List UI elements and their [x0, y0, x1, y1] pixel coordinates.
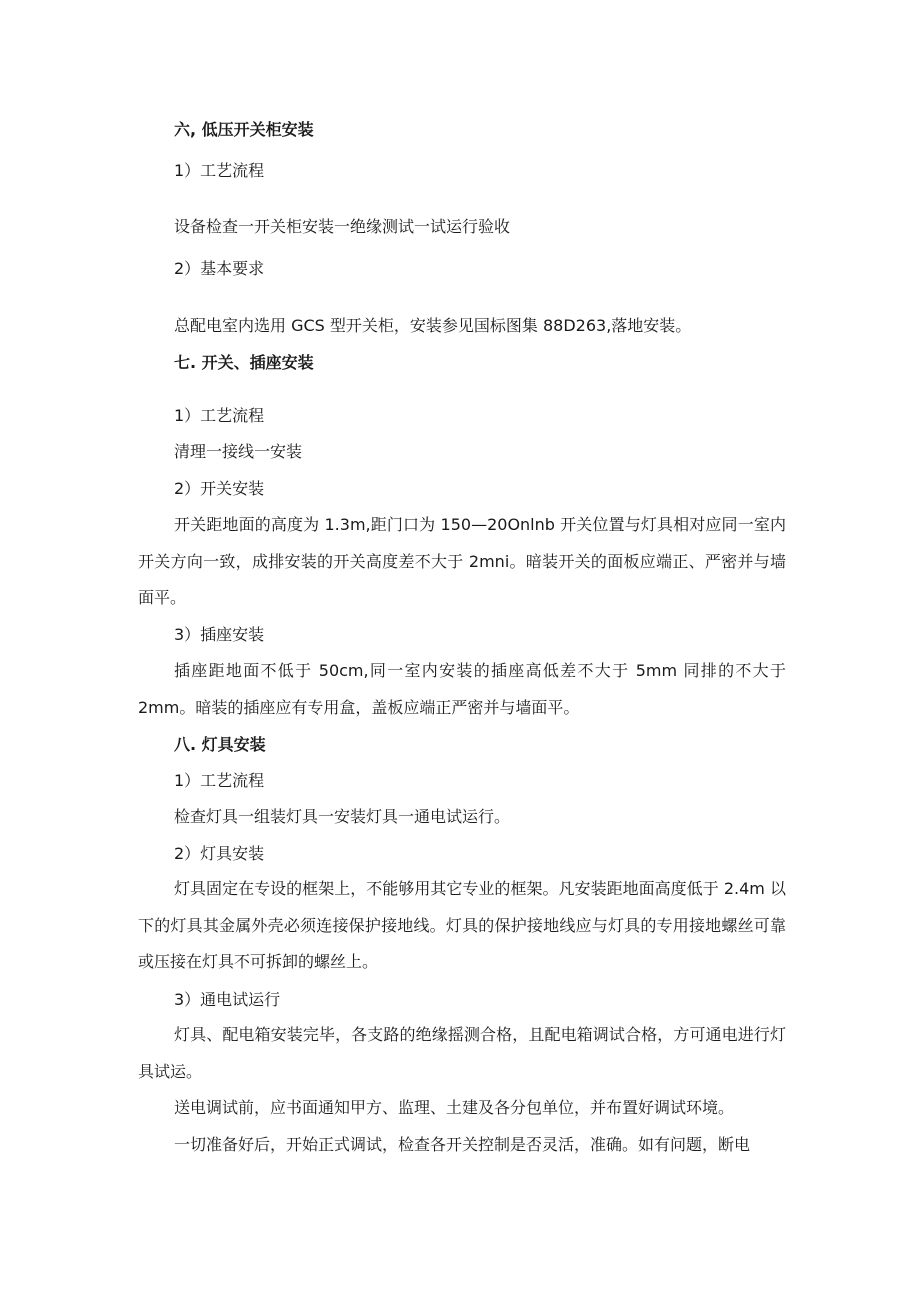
section-8-process-subheading: 1）工艺流程 — [174, 771, 265, 790]
section-7-socket-subheading: 3）插座安装 — [174, 625, 265, 644]
section-6-process-flow: 设备检查一开关柜安装一绝缘测试一试运行验收 — [174, 217, 511, 236]
section-7-process-flow: 清理一接线一安装 — [174, 442, 303, 461]
section-8-process-flow: 检查灯具一组装灯具一安装灯具一通电试运行。 — [174, 807, 511, 826]
section-8-trial-paragraph-2: 送电调试前，应书面通知甲方、监理、土建及各分包单位，并布置好调试环境。 — [174, 1098, 735, 1117]
section-8-fixture-paragraph: 灯具固定在专设的框架上，不能够用其它专业的框架。凡安装距地面高度低于 2.4m 以下的灯具其金属外壳必须连接保护接地线。灯具的保护接地线应与灯具的专用接地螺丝可靠或压接在灯具不可拆卸的螺丝上。 — [138, 879, 786, 971]
section-7-switch-subheading: 2）开关安装 — [174, 479, 265, 498]
section-8-trial-paragraph-3: 一切准备好后，开始正式调试，检查各开关控制是否灵活，准确。如有问题，断电 — [174, 1135, 751, 1154]
section-6-requirement-subheading: 2）基本要求 — [174, 259, 265, 278]
section-8-fixture-subheading: 2）灯具安装 — [174, 844, 265, 863]
section-7-heading: 七. 开关、插座安装 — [174, 353, 314, 372]
section-6-process-subheading: 1）工艺流程 — [174, 161, 265, 180]
section-6-requirement-text: 总配电室内选用 GCS 型开关柜，安装参见国标图集 88D263,落地安装。 — [174, 316, 692, 335]
section-7-switch-paragraph: 开关距地面的高度为 1.3m,距门口为 150—20Onlnb 开关位置与灯具相对应同一室内开关方向一致，成排安装的开关高度差不大于 2mni。暗装开关的面板应端正、严密并与墙面平。 — [138, 515, 786, 607]
section-7-process-subheading: 1）工艺流程 — [174, 406, 265, 425]
section-8-trial-subheading: 3）通电试运行 — [174, 990, 281, 1009]
section-8-trial-paragraph-1: 灯具、配电箱安装完毕，各支路的绝缘摇测合格，且配电箱调试合格，方可通电进行灯具试运。 — [138, 1025, 786, 1081]
section-8-heading: 八. 灯具安装 — [174, 735, 266, 754]
section-7-socket-paragraph: 插座距地面不低于 50cm,同一室内安装的插座高低差不大于 5mm 同排的不大于 2mm。暗装的插座应有专用盒，盖板应端正严密并与墙面平。 — [138, 661, 786, 717]
section-6-heading: 六, 低压开关柜安装 — [174, 120, 314, 139]
